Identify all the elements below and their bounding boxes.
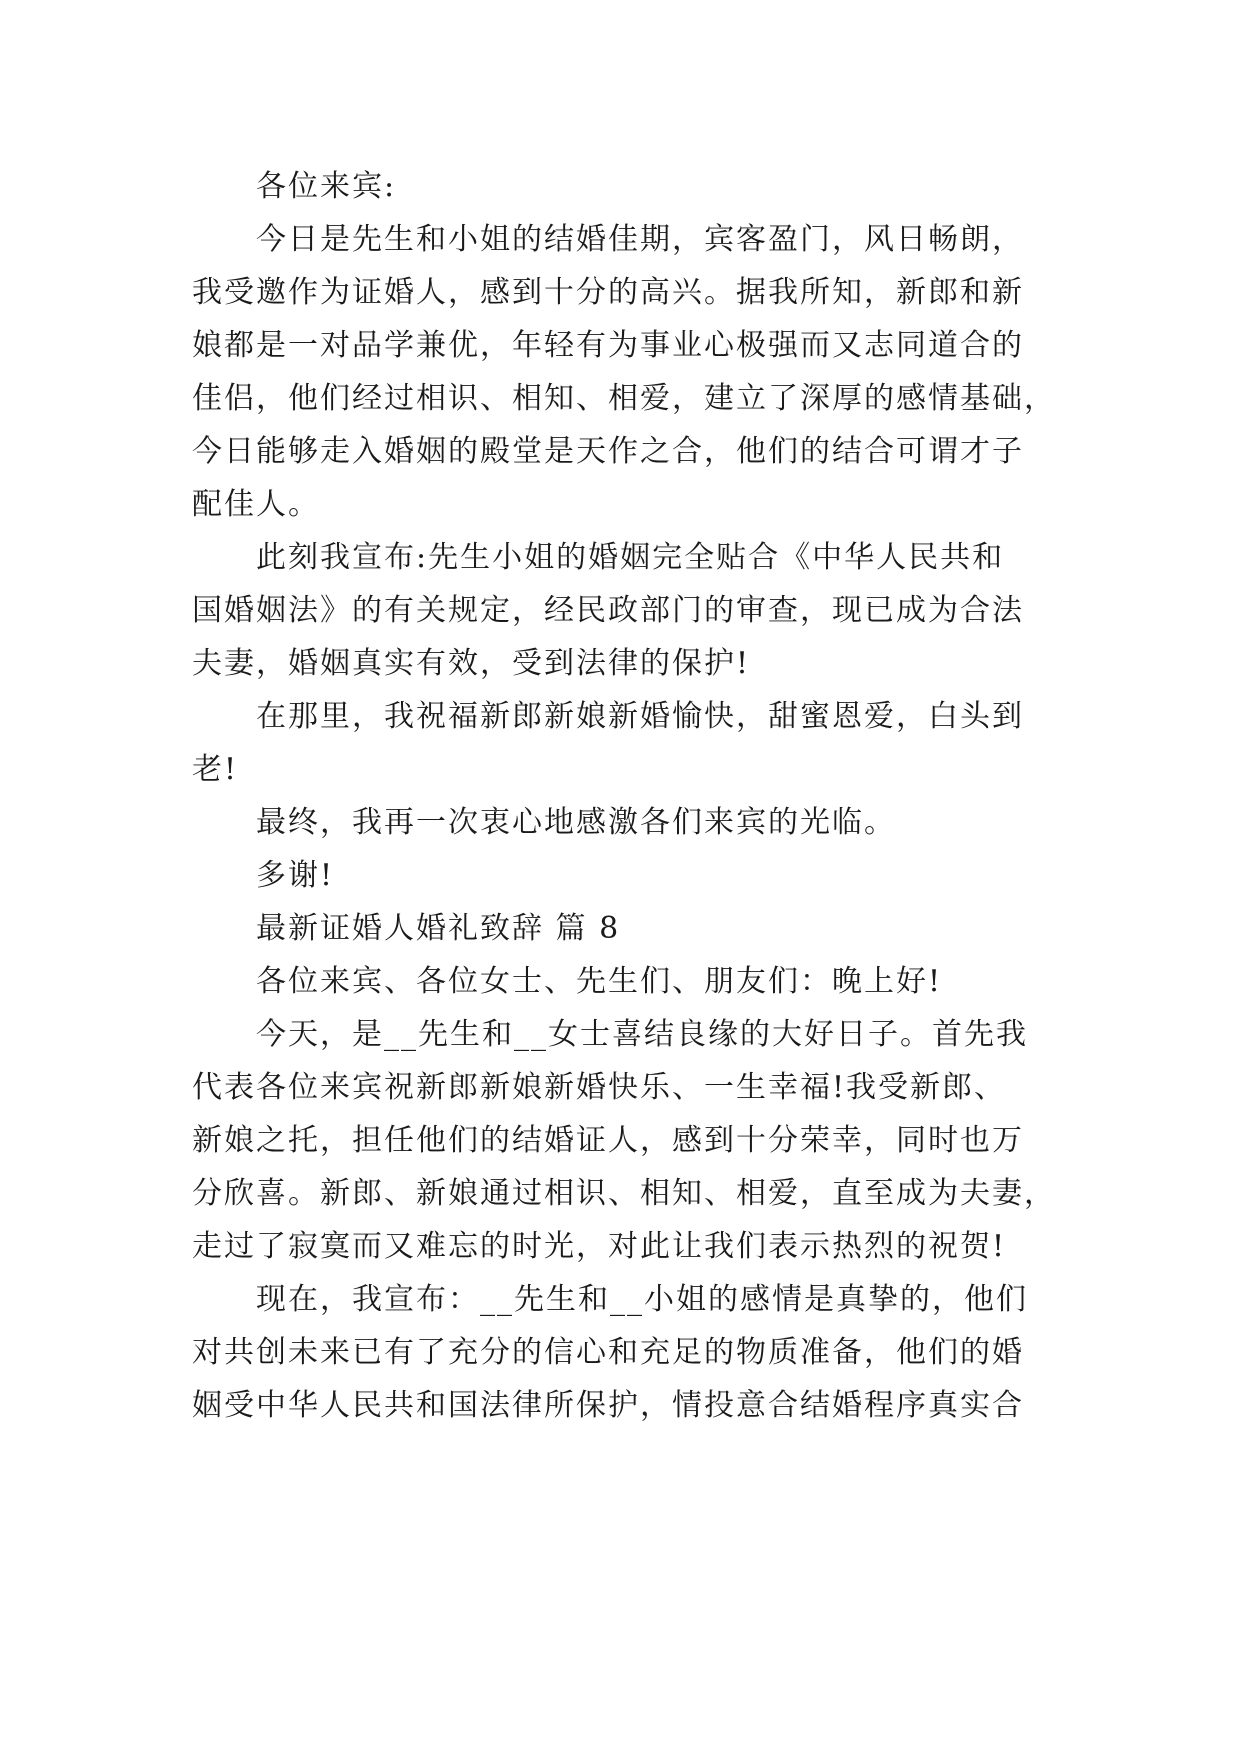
text-line: 各位来宾、各位女士、先生们、朋友们：晚上好! [256, 964, 943, 999]
text-line: 在那里，我祝福新郎新娘新婚愉快，甜蜜恩爱，白头到 [256, 699, 1024, 734]
text-line: 老! [192, 752, 239, 787]
text-line: 对共创未来已有了充分的信心和充足的物质准备，他们的婚 [192, 1335, 1024, 1370]
text-line: 走过了寂寞而又难忘的时光，对此让我们表示热烈的祝贺! [192, 1229, 1007, 1264]
text-line: 多谢! [256, 858, 335, 893]
text-line: 佳侣，他们经过相识、相知、相爱，建立了深厚的感情基础， [192, 381, 1056, 416]
text-line: 最终，我再一次衷心地感激各们来宾的光临。 [256, 805, 896, 840]
text-line: 姻受中华人民共和国法律所保护，情投意合结婚程序真实合 [192, 1388, 1024, 1423]
text-line: 今天，是__先生和__女士喜结良缘的大好日子。首先我 [256, 1017, 1028, 1052]
text-line: 分欣喜。新郎、新娘通过相识、相知、相爱，直至成为夫妻， [192, 1176, 1056, 1211]
text-line: 今日是先生和小姐的结婚佳期，宾客盈门，风日畅朗， [256, 222, 1024, 257]
text-line: 此刻我宣布:先生小姐的婚姻完全贴合《中华人民共和 [256, 540, 1005, 575]
text-line: 今日能够走入婚姻的殿堂是天作之合，他们的结合可谓才子 [192, 434, 1024, 469]
text-line: 配佳人。 [192, 487, 320, 522]
text-line: 代表各位来宾祝新郎新娘新婚快乐、一生幸福!我受新郎、 [192, 1070, 1007, 1105]
text-line: 娘都是一对品学兼优，年轻有为事业心极强而又志同道合的 [192, 328, 1024, 363]
text-line: 夫妻，婚姻真实有效，受到法律的保护! [192, 646, 751, 681]
text-line: 国婚姻法》的有关规定，经民政部门的审查，现已成为合法 [192, 593, 1024, 628]
text-line: 我受邀作为证婚人，感到十分的高兴。据我所知，新郎和新 [192, 275, 1024, 310]
text-line: 新娘之托，担任他们的结婚证人，感到十分荣幸，同时也万 [192, 1123, 1024, 1158]
text-line: 现在，我宣布：__先生和__小姐的感情是真挚的，他们 [256, 1282, 1028, 1317]
section-heading: 最新证婚人婚礼致辞 篇 8 [256, 911, 621, 946]
text-line: 各位来宾: [256, 169, 397, 204]
